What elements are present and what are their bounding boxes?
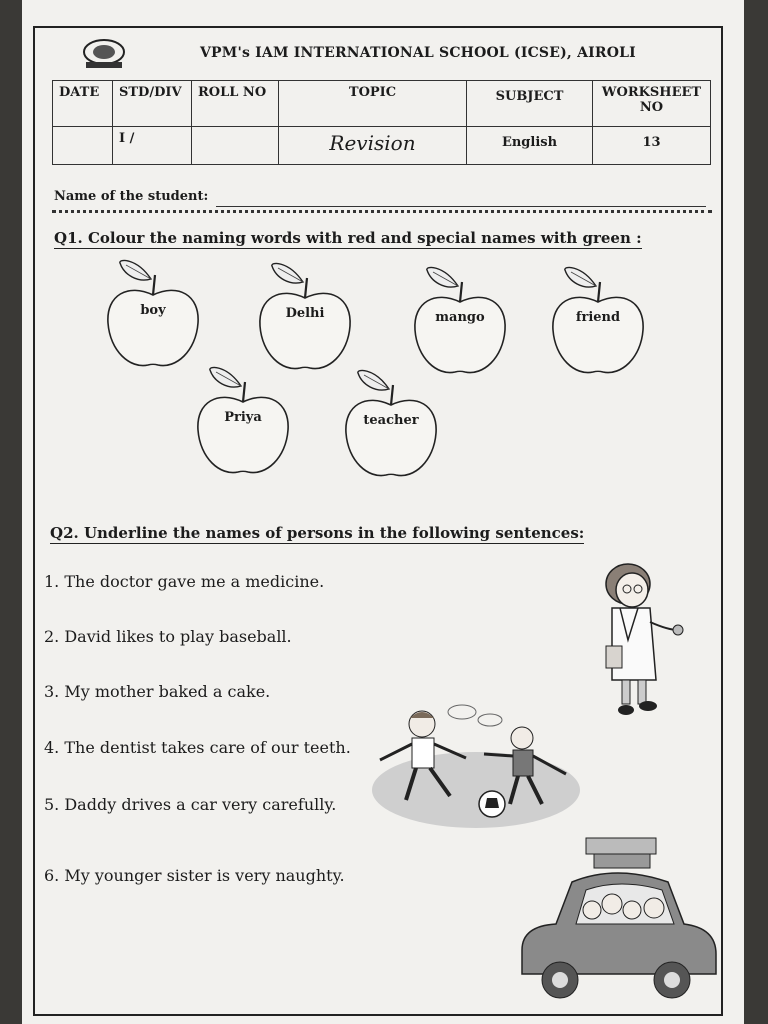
apple-word-2[interactable] <box>250 258 360 378</box>
col-topic: TOPIC <box>279 81 467 127</box>
school-name: VPM's IAM INTERNATIONAL SCHOOL (ICSE), AIROLI <box>200 45 636 61</box>
apple-word-1[interactable] <box>98 255 208 375</box>
value-worksheet-no: 13 <box>593 127 711 165</box>
apple-word-4[interactable] <box>543 262 653 382</box>
student-name-label: Name of the student: <box>54 189 209 204</box>
col-worksheet-no: WORKSHEET NO <box>593 81 711 127</box>
value-subject: English <box>467 127 593 165</box>
value-roll-no <box>192 127 279 165</box>
sentence-5: 5. Daddy drives a car very carefully. <box>44 795 337 814</box>
apple-word-3[interactable] <box>405 262 515 382</box>
apple-word-label: teacher <box>363 413 419 428</box>
sentence-4: 4. The dentist takes care of our teeth. <box>44 738 351 757</box>
q1-title: Q1. Colour the naming words with red and special names with green : <box>54 229 642 247</box>
divider <box>52 210 712 217</box>
apple-word-label: friend <box>575 310 621 325</box>
family-in-car-illustration <box>516 834 720 1006</box>
col-roll-no: ROLL NO <box>192 81 279 127</box>
apple-word-6[interactable] <box>336 365 446 485</box>
value-topic: Revision <box>329 131 416 155</box>
value-std-div: I / <box>113 127 192 165</box>
q2-title: Q2. Underline the names of persons in the following sentences: <box>50 524 585 542</box>
apple-word-label: Priya <box>224 410 262 425</box>
doctor-illustration <box>598 560 690 720</box>
col-date: DATE <box>53 81 113 127</box>
children-playing-football-illustration <box>370 700 582 830</box>
col-subject: SUBJECT <box>467 81 593 127</box>
sentence-2: 2. David likes to play baseball. <box>44 627 292 646</box>
apple-word-5[interactable] <box>188 362 298 482</box>
school-logo <box>78 36 130 72</box>
sentence-1: 1. The doctor gave me a medicine. <box>44 572 325 591</box>
value-date <box>53 127 113 165</box>
student-name-field[interactable] <box>216 206 706 207</box>
apple-word-label: mango <box>435 310 485 325</box>
col-std-div: STD/DIV <box>113 81 192 127</box>
sentence-3: 3. My mother baked a cake. <box>44 682 271 701</box>
worksheet-header-table <box>52 80 711 165</box>
sentence-6: 6. My younger sister is very naughty. <box>44 866 345 885</box>
apple-word-label: Delhi <box>285 306 325 321</box>
apple-word-label: boy <box>140 303 166 318</box>
